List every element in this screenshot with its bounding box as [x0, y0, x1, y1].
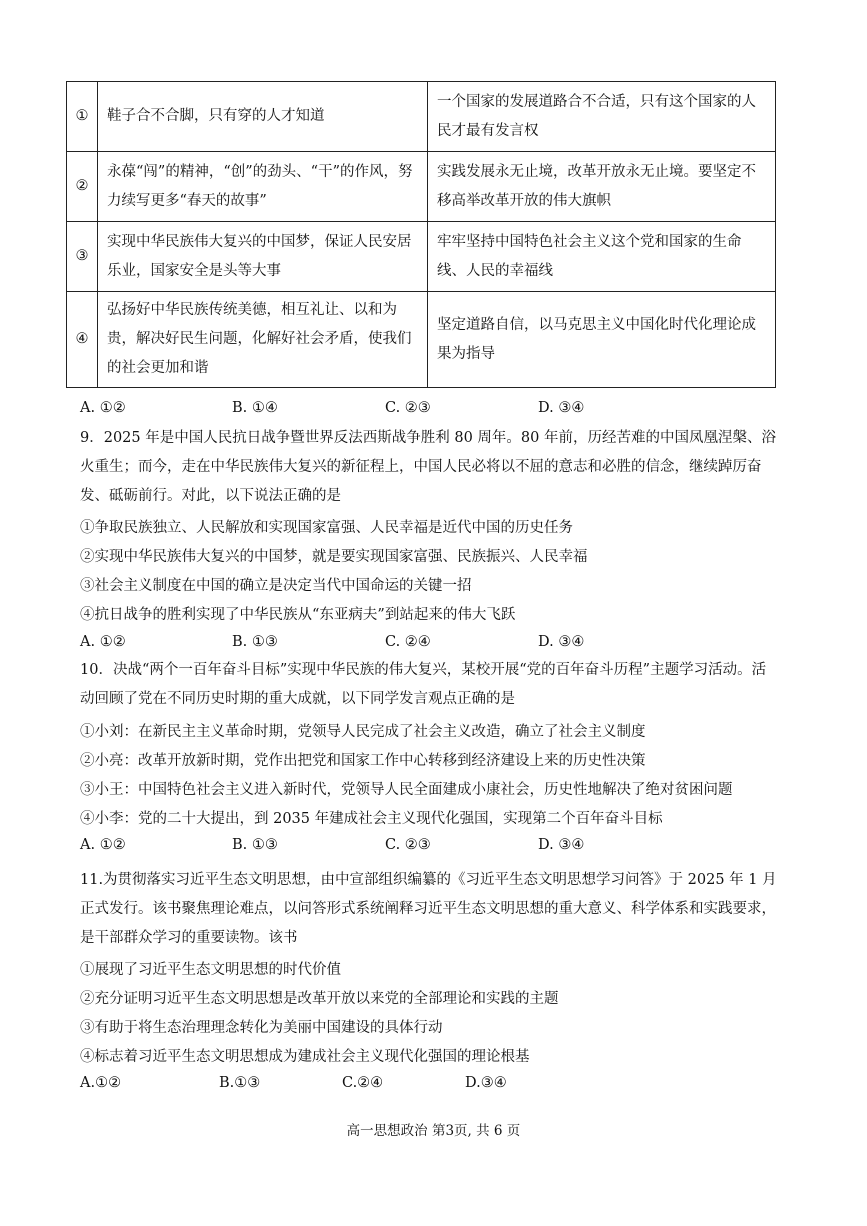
row-right-cell: 实践发展永无止境，改革开放永无止境。要坚定不移高举改革开放的伟大旗帜 — [428, 152, 776, 222]
q11-item-3: ③有助于将生态治理理念转化为美丽中国建设的具体行动 — [80, 1020, 443, 1036]
row-number: ② — [67, 152, 98, 222]
option-b: B. ①④ — [232, 400, 278, 416]
option-c: C.②④ — [342, 1075, 384, 1091]
option-b: B. ①③ — [232, 837, 278, 853]
table-row — [67, 292, 776, 388]
q9-item-2: ②实现中华民族伟大复兴的中国梦，就是要实现国家富强、民族振兴、人民幸福 — [80, 549, 588, 565]
q11-item-4: ④标志着习近平生态文明思想成为建成社会主义现代化强国的理论根基 — [80, 1049, 530, 1065]
q10-stem: 10．决战“两个一百年奋斗目标”实现中华民族的伟大复兴，某校开展“党的百年奋斗历程”主题学习活动。活动回顾了党在不同历史时期的重大成就，以下同学发言观点正确的是 — [80, 662, 767, 707]
row-left-cell: 弘扬好中华民族传统美德，相互礼让、以和为贵，解决好民生问题，化解好社会矛盾，使我们的社会更加和谐 — [98, 292, 428, 388]
option-b: B. ①③ — [232, 634, 278, 650]
row-number: ① — [67, 82, 98, 152]
table-row — [67, 152, 776, 222]
q10-item-4: ④小李：党的二十大提出，到 2035 年建成社会主义现代化强国，实现第二个百年奋斗目标 — [80, 811, 663, 827]
row-left-cell: 鞋子合不合脚，只有穿的人才知道 — [98, 82, 428, 152]
option-c: C. ②④ — [385, 634, 431, 650]
option-d: D.③④ — [465, 1075, 507, 1091]
table-row — [67, 222, 776, 292]
option-d: D. ③④ — [538, 634, 585, 650]
row-number: ③ — [67, 222, 98, 292]
page-footer: 高一思想政治 第3页, 共 6 页 — [346, 1123, 521, 1139]
option-a: A. ①② — [80, 400, 126, 416]
q10-item-3: ③小王：中国特色社会主义进入新时代，党领导人民全面建成小康社会，历史性地解决了绝对贫困问题 — [80, 782, 733, 798]
option-a: A. ①② — [80, 634, 126, 650]
q11-stem: 11.为贯彻落实习近平生态文明思想，由中宣部组织编纂的《习近平生态文明思想学习问答》于 2025 年 1 月正式发行。该书聚焦理论难点，以问答形式系统阐释习近平生态文明思想的重大意义、科学体系和实践要求，是干部群众学习的重要读物。该书 — [80, 872, 777, 946]
comparison-table — [66, 81, 776, 388]
option-c: C. ②③ — [385, 400, 431, 416]
q10-item-2: ②小亮：改革开放新时期，党作出把党和国家工作中心转移到经济建设上来的历史性决策 — [80, 753, 646, 769]
q10-item-1: ①小刘：在新民主主义革命时期，党领导人民完成了社会主义改造，确立了社会主义制度 — [80, 724, 646, 740]
row-right-cell: 坚定道路自信，以马克思主义中国化时代化理论成果为指导 — [428, 292, 776, 388]
q9-item-4: ④抗日战争的胜利实现了中华民族从“东亚病夫”到站起来的伟大飞跃 — [80, 607, 516, 623]
option-c: C. ②③ — [385, 837, 431, 853]
option-d: D. ③④ — [538, 837, 585, 853]
q11-item-2: ②充分证明习近平生态文明思想是改革开放以来党的全部理论和实践的主题 — [80, 991, 559, 1007]
option-a: A.①② — [80, 1075, 122, 1091]
row-right-cell: 牢牢坚持中国特色社会主义这个党和国家的生命线、人民的幸福线 — [428, 222, 776, 292]
table-row — [67, 82, 776, 152]
row-number: ④ — [67, 292, 98, 388]
q9-item-1: ①争取民族独立、人民解放和实现国家富强、人民幸福是近代中国的历史任务 — [80, 520, 573, 536]
row-left-cell: 实现中华民族伟大复兴的中国梦，保证人民安居乐业，国家安全是头等大事 — [98, 222, 428, 292]
option-d: D. ③④ — [538, 400, 585, 416]
q11-item-1: ①展现了习近平生态文明思想的时代价值 — [80, 962, 341, 978]
q9-item-3: ③社会主义制度在中国的确立是决定当代中国命运的关键一招 — [80, 578, 472, 594]
q9-stem: 9．2025 年是中国人民抗日战争暨世界反法西斯战争胜利 80 周年。80 年前，历经苦难的中国凤凰涅槃、浴火重生；而今，走在中华民族伟大复兴的新征程上，中国人民必将以不屈的意志和必胜的信念，继续踔厉奋发、砥砺前行。对此，以下说法正确的是 — [80, 430, 776, 504]
option-b: B.①③ — [219, 1075, 261, 1091]
row-left-cell: 永葆“闯”的精神，“创”的劲头、“干”的作风，努力续写更多“春天的故事” — [98, 152, 428, 222]
row-right-cell: 一个国家的发展道路合不合适，只有这个国家的人民才最有发言权 — [428, 82, 776, 152]
option-a: A. ①② — [80, 837, 126, 853]
